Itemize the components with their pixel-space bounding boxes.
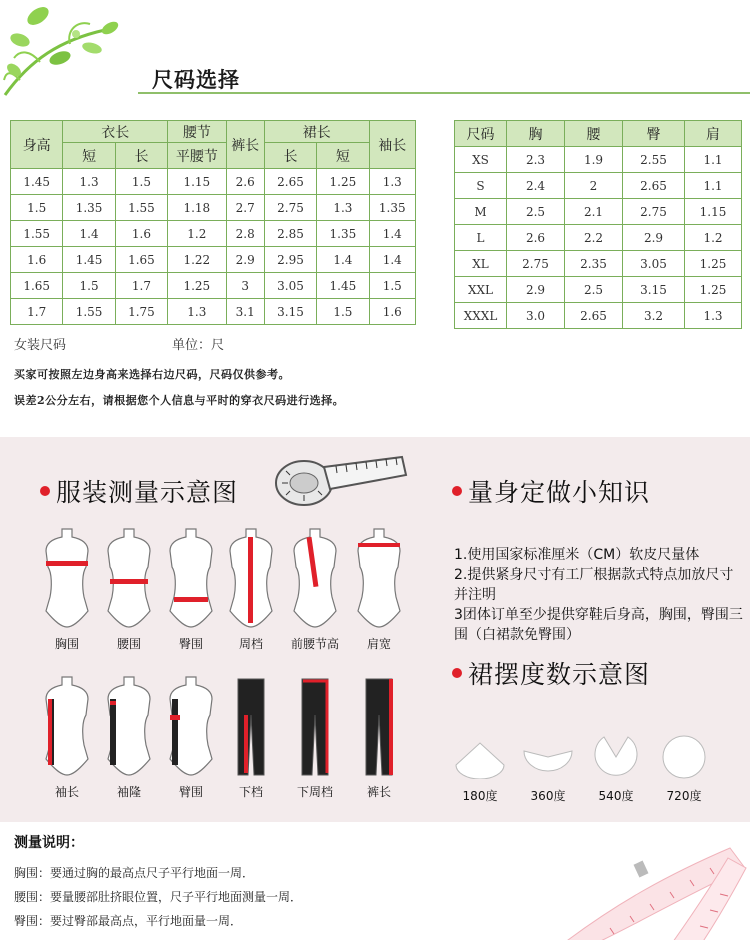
- table-cell: XXXL: [455, 303, 507, 329]
- figure-label: 前腰节高: [290, 637, 339, 651]
- table-row: [455, 173, 742, 199]
- table-cell: 1.65: [115, 247, 167, 273]
- table-cell: 1.75: [115, 299, 167, 325]
- table-row: [11, 221, 416, 247]
- table-cell: 1.55: [63, 299, 115, 325]
- mannequin-icon: [166, 675, 216, 781]
- figure-label: 袖隆: [116, 785, 141, 799]
- header-skirt-length: 裙长: [264, 121, 369, 143]
- table-cell: 3.15: [623, 277, 685, 303]
- measure-figure: [220, 675, 282, 800]
- header-waist: 腰: [565, 121, 623, 147]
- header-short: 短: [63, 143, 115, 169]
- table-row: [455, 225, 742, 251]
- table-cell: 2.8: [226, 221, 264, 247]
- table-cell: 2.2: [565, 225, 623, 251]
- table-cell: 1.3: [369, 169, 415, 195]
- instructions-section: [0, 822, 750, 940]
- size-section: [0, 0, 750, 435]
- instructions-title: 测量说明：: [14, 835, 84, 851]
- table-cell: 1.25: [685, 251, 742, 277]
- measure-figure: [36, 675, 98, 800]
- skirt-180: [452, 735, 508, 804]
- header-flat-waist: 平腰节: [168, 143, 226, 169]
- table-cell: 2.9: [507, 277, 565, 303]
- skirt-360-label: 360度: [530, 789, 566, 803]
- header-shoulder: 肩: [685, 121, 742, 147]
- height-size-table: [10, 120, 416, 325]
- table-cell: 1.5: [369, 273, 415, 299]
- table-cell: 2.75: [264, 195, 316, 221]
- instruction-line-2: 腰围：要量腰部肚挤眼位置，尺子平行地面测量一周．: [14, 890, 303, 904]
- table-cell: 3: [226, 273, 264, 299]
- knowledge-line-3: 3团体订单至少提供穿鞋后身高，胸围，臀围三围（白裙款免臀围）: [454, 607, 743, 643]
- measurement-band: [0, 437, 750, 822]
- table-cell: 1.35: [63, 195, 115, 221]
- table-cell: 2.9: [623, 225, 685, 251]
- table-cell: 1.4: [63, 221, 115, 247]
- table-cell: 1.5: [11, 195, 63, 221]
- header-chest: 胸: [507, 121, 565, 147]
- measure-figure: [348, 675, 410, 800]
- table-cell: 1.9: [565, 147, 623, 173]
- table-cell: 3.0: [507, 303, 565, 329]
- table-cell: 2.85: [264, 221, 316, 247]
- skirt-720-label: 720度: [666, 789, 702, 803]
- table-cell: 2.35: [565, 251, 623, 277]
- skirt-heading: [452, 655, 650, 691]
- table-cell: 1.5: [115, 169, 167, 195]
- table-cell: 1.2: [685, 225, 742, 251]
- table-cell: 2.6: [507, 225, 565, 251]
- table-row: [455, 251, 742, 277]
- header-sleeve-length: 袖长: [369, 121, 415, 169]
- header-hip: 臀: [623, 121, 685, 147]
- figure-label: 肩宽: [366, 637, 391, 651]
- table-cell: 1.45: [63, 247, 115, 273]
- table-cell: 3.05: [264, 273, 316, 299]
- table-cell: 3.1: [226, 299, 264, 325]
- table-cell: 1.25: [317, 169, 369, 195]
- measure-figure: [220, 527, 282, 652]
- table-cell: 2.5: [507, 199, 565, 225]
- table-header-row: [455, 121, 742, 147]
- table-cell: 1.45: [11, 169, 63, 195]
- header-pants-length: 裤长: [226, 121, 264, 169]
- table-cell: 2.4: [507, 173, 565, 199]
- table-cell: 3.15: [264, 299, 316, 325]
- table-row: [11, 195, 416, 221]
- page-title: 尺码选择: [152, 68, 240, 92]
- table-cell: 2.95: [264, 247, 316, 273]
- bullet-dot-icon: [452, 486, 462, 496]
- figure-label: 下档: [238, 785, 263, 799]
- mannequin-icon: [290, 527, 340, 633]
- table-row: [455, 303, 742, 329]
- table-row: [455, 277, 742, 303]
- table-row: [455, 147, 742, 173]
- table-cell: S: [455, 173, 507, 199]
- table-cell: 2.7: [226, 195, 264, 221]
- table-cell: XL: [455, 251, 507, 277]
- skirt-180-icon: [452, 735, 508, 779]
- measure-figure: [284, 527, 346, 652]
- table-cell: 2.65: [565, 303, 623, 329]
- figure-label: 袖长: [54, 785, 79, 799]
- knowledge-heading: [452, 473, 650, 509]
- measure-figure: [36, 527, 98, 652]
- measure-figure: [348, 527, 410, 652]
- table-cell: 1.15: [168, 169, 226, 195]
- measure-figure: [160, 527, 222, 652]
- knowledge-title: 量身定做小知识: [468, 478, 651, 507]
- size-chart-table: [454, 120, 742, 329]
- table-cell: 2.55: [623, 147, 685, 173]
- measure-heading: [40, 473, 238, 509]
- measure-figure: [160, 675, 222, 800]
- skirt-540-icon: [588, 735, 644, 779]
- tip-line-2: 误差2公分左右，请根据您个人信息与平时的穿衣尺码进行选择。: [14, 394, 345, 407]
- header-skirt-short: 短: [317, 143, 369, 169]
- table-cell: 1.55: [115, 195, 167, 221]
- bullet-dot-icon: [452, 668, 462, 678]
- table-cell: XS: [455, 147, 507, 173]
- table-cell: 1.65: [11, 273, 63, 299]
- table-cell: 3.2: [623, 303, 685, 329]
- table-cell: 3.05: [623, 251, 685, 277]
- figure-label: 周档: [238, 637, 263, 651]
- table-cell: 2: [565, 173, 623, 199]
- table-cell: 2.9: [226, 247, 264, 273]
- measure-figure: [284, 675, 346, 800]
- header-top-length: 衣长: [63, 121, 168, 143]
- caption-text: 女装尺码: [14, 338, 67, 353]
- header-height: 身高: [11, 121, 63, 169]
- table-cell: 1.2: [168, 221, 226, 247]
- instruction-line-3: 臀围：要过臀部最高点，平行地面量一周．: [14, 914, 243, 928]
- table-cell: 1.4: [369, 221, 415, 247]
- measure-title: 服装测量示意图: [56, 478, 239, 507]
- figure-label: 下周档: [296, 785, 333, 799]
- table-cell: 1.6: [11, 247, 63, 273]
- table-cell: 1.25: [168, 273, 226, 299]
- table-cell: 1.5: [63, 273, 115, 299]
- skirt-title: 裙摆度数示意图: [468, 660, 651, 689]
- table-cell: 1.4: [317, 247, 369, 273]
- mannequin-icon: [354, 527, 404, 633]
- skirt-360-icon: [520, 735, 576, 779]
- table-cell: 1.7: [11, 299, 63, 325]
- table-cell: 1.25: [685, 277, 742, 303]
- skirt-540: [588, 735, 644, 804]
- tip-line-1: 买家可按照左边身高来选择右边尺码，尺码仅供参考。: [14, 368, 290, 381]
- mannequin-icon: [226, 527, 276, 633]
- figure-label: 腰围: [116, 637, 141, 651]
- tape-measure-icon: [270, 449, 410, 511]
- table-cell: 2.1: [565, 199, 623, 225]
- knowledge-list: [454, 545, 744, 645]
- table-cell: XXL: [455, 277, 507, 303]
- table-cell: 2.75: [507, 251, 565, 277]
- vine-decoration-icon: [0, 0, 150, 100]
- table-cell: 2.65: [623, 173, 685, 199]
- table-cell: 1.4: [369, 247, 415, 273]
- mannequin-icon: [166, 527, 216, 633]
- table-cell: 1.45: [317, 273, 369, 299]
- skirt-180-label: 180度: [462, 789, 498, 803]
- table-cell: 1.3: [168, 299, 226, 325]
- table-cell: 1.55: [11, 221, 63, 247]
- skirt-720-icon: [656, 735, 712, 779]
- figure-label: 臂围: [178, 785, 203, 799]
- table-cell: L: [455, 225, 507, 251]
- table-cell: 1.3: [63, 169, 115, 195]
- table-cell: 1.18: [168, 195, 226, 221]
- tape-measure-decoration-icon: [540, 828, 750, 940]
- table-cell: 1.35: [317, 221, 369, 247]
- header-long: 长: [115, 143, 167, 169]
- measure-figure: [98, 675, 160, 800]
- knowledge-line-1: 1.使用国家标准厘米（CM）软皮尺量体: [454, 547, 700, 563]
- mannequin-icon: [354, 675, 404, 781]
- table-cell: 1.22: [168, 247, 226, 273]
- table-cell: 2.5: [565, 277, 623, 303]
- table-cell: 2.6: [226, 169, 264, 195]
- table-cell: M: [455, 199, 507, 225]
- table-cell: 1.7: [115, 273, 167, 299]
- unit-text: 单位：尺: [172, 338, 225, 353]
- instruction-line-1: 胸围：要通过胸的最高点尺子平行地面一周．: [14, 866, 255, 880]
- figure-label: 臀围: [178, 637, 203, 651]
- bullet-dot-icon: [40, 486, 50, 496]
- mannequin-icon: [290, 675, 340, 781]
- skirt-720: [656, 735, 712, 804]
- table-row: [11, 273, 416, 299]
- mannequin-icon: [42, 675, 92, 781]
- mannequin-icon: [104, 675, 154, 781]
- table-cell: 1.1: [685, 173, 742, 199]
- table-cell: 1.6: [115, 221, 167, 247]
- measure-figure: [98, 527, 160, 652]
- table-subheader-row: [11, 143, 416, 169]
- table-row: [11, 299, 416, 325]
- table-cell: 1.3: [685, 303, 742, 329]
- table-cell: 1.15: [685, 199, 742, 225]
- header-size: 尺码: [455, 121, 507, 147]
- table-cell: 2.75: [623, 199, 685, 225]
- table-cell: 1.1: [685, 147, 742, 173]
- table-cell: 2.3: [507, 147, 565, 173]
- table-header-row: [11, 121, 416, 143]
- skirt-540-label: 540度: [598, 789, 634, 803]
- mannequin-icon: [226, 675, 276, 781]
- table-cell: 1.5: [317, 299, 369, 325]
- mannequin-icon: [104, 527, 154, 633]
- table-cell: 2.65: [264, 169, 316, 195]
- knowledge-line-2: 2.提供紧身尺寸有工厂根据款式特点加放尺寸并注明: [454, 567, 734, 603]
- header-waist: 腰节: [168, 121, 226, 143]
- table-cell: 1.3: [317, 195, 369, 221]
- table-caption: [14, 334, 225, 353]
- header-skirt-long: 长: [264, 143, 316, 169]
- title-underline: [138, 92, 750, 94]
- mannequin-icon: [42, 527, 92, 633]
- skirt-360: [520, 735, 576, 804]
- table-cell: 1.6: [369, 299, 415, 325]
- table-row: [11, 169, 416, 195]
- table-cell: 1.35: [369, 195, 415, 221]
- table-row: [455, 199, 742, 225]
- table-row: [11, 247, 416, 273]
- figure-label: 裤长: [366, 785, 391, 799]
- figure-label: 胸围: [54, 637, 79, 651]
